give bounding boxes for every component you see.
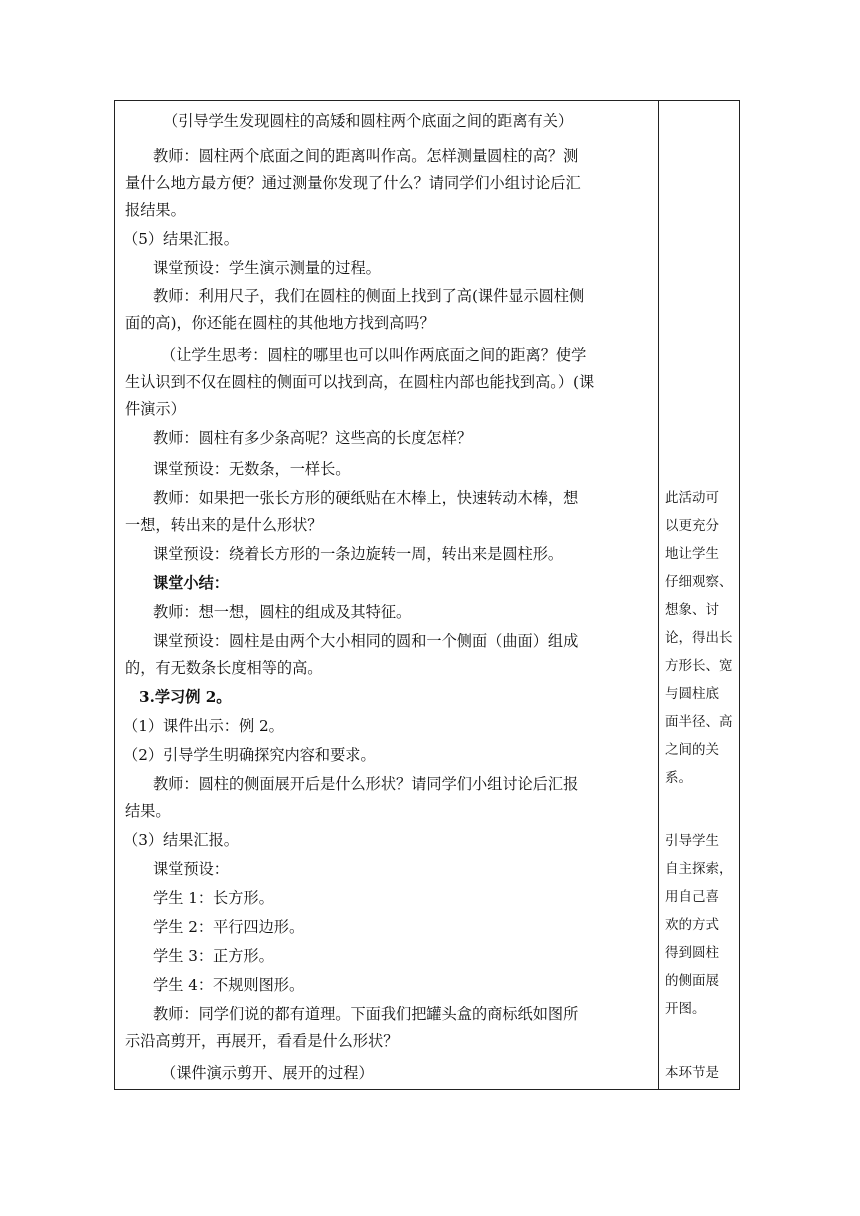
lesson-text-line: 一想，转出来的是什么形状？ (125, 516, 323, 534)
lesson-text-line: 3.学习例 2。 (139, 688, 232, 706)
lesson-text-line: 学生 2：平行四边形。 (153, 918, 305, 936)
lesson-text-line: 学生 1：长方形。 (153, 889, 274, 907)
design-note-line: 自主探索， (665, 861, 733, 877)
lesson-text-line: 课堂预设：绕着长方形的一条边旋转一周，转出来是圆柱形。 (153, 545, 564, 563)
design-note-line: 方形长、宽 (665, 658, 733, 674)
lesson-text-line: 教师：圆柱有多少条高呢？这些高的长度怎样？ (153, 429, 472, 447)
design-note-line: 本环节是 (665, 1065, 719, 1081)
lesson-text-line: 教师：圆柱两个底面之间的距离叫作高。怎样测量圆柱的高？测 (153, 147, 579, 165)
lesson-text-line: 学生 3：正方形。 (153, 947, 274, 965)
lesson-text-line: 面的高)，你还能在圆柱的其他地方找到高吗？ (125, 314, 435, 332)
lesson-text-line: 生认识到不仅在圆柱的侧面可以找到高，在圆柱内部也能找到高。）(课 (125, 373, 595, 391)
lesson-text-line: 示沿高剪开，再展开，看看是什么形状？ (125, 1032, 399, 1050)
lesson-text-line: （3）结果汇报。 (123, 831, 239, 849)
lesson-text-line: 结果。 (125, 802, 171, 820)
lesson-text-line: 教师：利用尺子，我们在圆柱的侧面上找到了高(课件显示圆柱侧 (153, 287, 585, 305)
lesson-text-line: 的，有无数条长度相等的高。 (125, 659, 323, 677)
design-note-line: 地让学生 (665, 546, 719, 562)
lesson-text-line: 课堂预设：学生演示测量的过程。 (153, 259, 381, 277)
design-note-line: 开图。 (665, 1001, 706, 1017)
lesson-text-line: （引导学生发现圆柱的高矮和圆柱两个底面之间的距离有关） (163, 112, 574, 130)
lesson-text-line: （让学生思考：圆柱的哪里也可以叫作两底面之间的距离？使学 (161, 346, 587, 364)
lesson-text-line: 件演示） (125, 400, 186, 418)
lesson-text-line: 教师：想一想，圆柱的组成及其特征。 (153, 603, 412, 621)
lesson-text-line: 课堂预设：圆柱是由两个大小相同的圆和一个侧面（曲面）组成 (153, 632, 579, 650)
design-note-line: 与圆柱底 (665, 686, 719, 702)
design-note-line: 之间的关 (665, 742, 719, 758)
design-note-line: 仔细观察、 (665, 574, 733, 590)
design-note-line: 欢的方式 (665, 917, 719, 933)
design-note-line: 引导学生 (665, 833, 719, 849)
lesson-text-line: （课件演示剪开、展开的过程） (161, 1064, 374, 1082)
lesson-text-line: 教师：圆柱的侧面展开后是什么形状？请同学们小组讨论后汇报 (153, 775, 579, 793)
lesson-text-line: （2）引导学生明确探究内容和要求。 (123, 746, 376, 764)
design-note-line: 的侧面展 (665, 973, 719, 989)
design-note-line: 系。 (665, 770, 692, 786)
lesson-text-line: 教师：同学们说的都有道理。下面我们把罐头盒的商标纸如图所 (153, 1005, 579, 1023)
design-note-line: 得到圆柱 (665, 945, 719, 961)
design-note-line: 用自己喜 (665, 889, 719, 905)
lesson-text-line: 课堂预设：无数条，一样长。 (153, 460, 351, 478)
lesson-text-line: 学生 4：不规则图形。 (153, 976, 305, 994)
design-notes-column (659, 101, 739, 1089)
design-note-line: 以更充分 (665, 518, 719, 534)
lesson-text-line: 课堂预设： (153, 860, 229, 878)
lesson-text-line: 量什么地方最方便？通过测量你发现了什么？请同学们小组讨论后汇 (125, 174, 581, 192)
design-note-line: 面半径、高 (665, 714, 733, 730)
design-note-line: 想象、讨 (665, 602, 719, 618)
lesson-text-line: 报结果。 (125, 201, 186, 219)
lesson-content-column (115, 101, 657, 1089)
design-note-line: 此活动可 (665, 490, 719, 506)
design-note-line: 论，得出长 (665, 630, 733, 646)
lesson-table (114, 100, 740, 1090)
lesson-text-line: 课堂小结： (153, 574, 229, 592)
lesson-text-line: （5）结果汇报。 (123, 230, 239, 248)
lesson-text-line: （1）课件出示：例 2。 (123, 717, 284, 735)
lesson-text-line: 教师：如果把一张长方形的硬纸贴在木棒上，快速转动木棒，想 (153, 489, 579, 507)
